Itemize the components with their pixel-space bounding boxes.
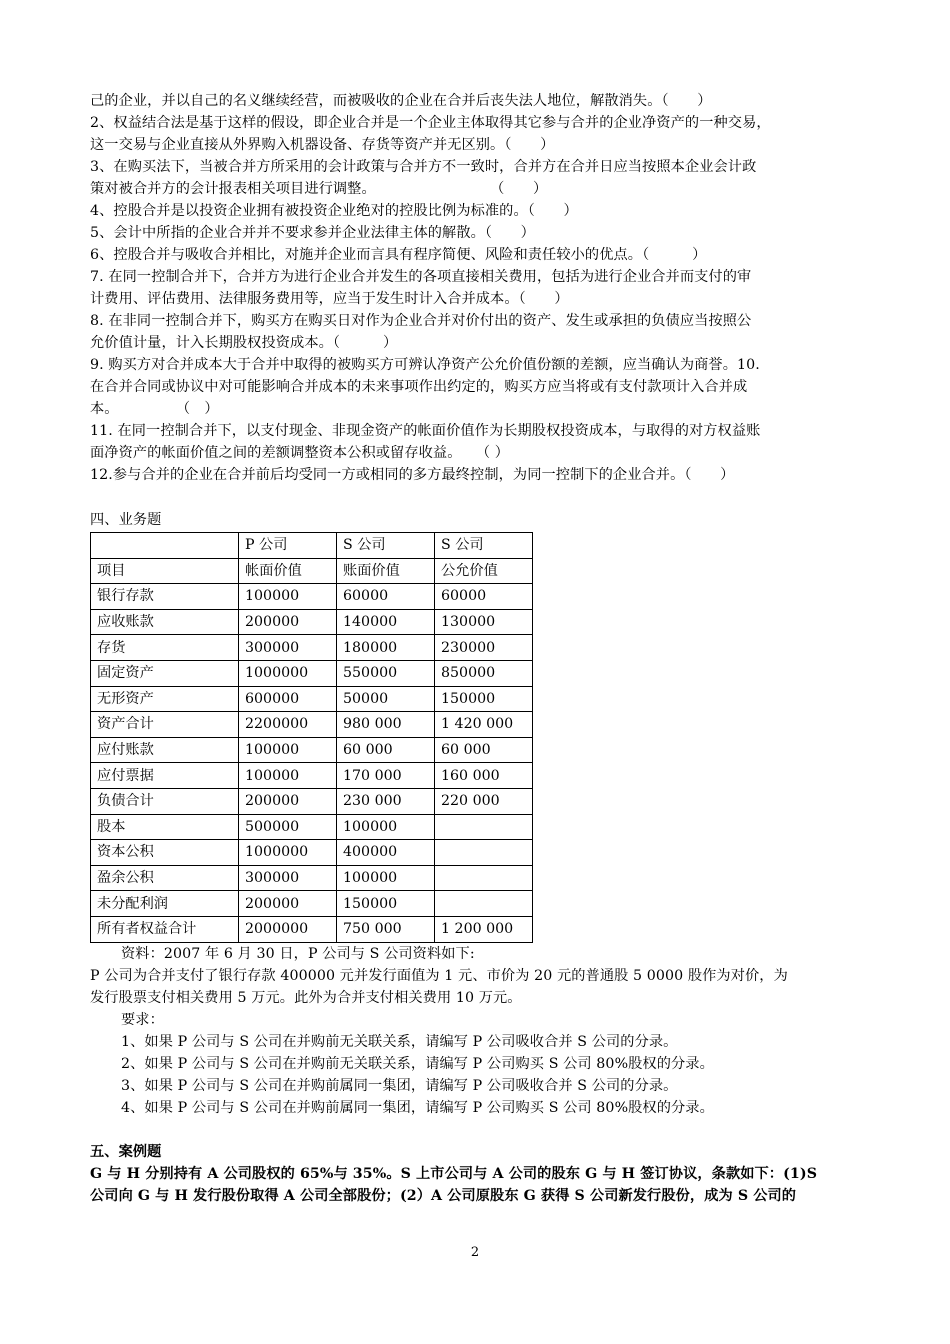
paragraph-line: 计费用、评估费用、法律服务费用等，应当于发生时计入合并成本。（ ）: [90, 291, 569, 307]
table-row: [91, 686, 533, 712]
table-cell: [435, 814, 533, 840]
materials-intro: 资料：2007 年 6 月 30 日，P 公司与 S 公司资料如下:: [121, 945, 475, 962]
table-cell: 1000000: [239, 660, 337, 686]
table-cell: 2000000: [239, 916, 337, 942]
table-cell: [435, 891, 533, 917]
table-row: [91, 891, 533, 917]
table-row: [91, 814, 533, 840]
table-cell: 银行存款: [91, 584, 239, 610]
paragraph-line: 允价值计量，计入长期股权投资成本。（ ）: [90, 335, 398, 351]
table-row: [91, 763, 533, 789]
table-row: [91, 865, 533, 891]
materials-line: P 公司为合并支付了银行存款 400000 元并发行面值为 1 元、市价为 20 元的普通股 5 0000 股作为对价，为: [90, 967, 788, 984]
table-header-cell: 项目: [91, 558, 239, 584]
requirements-title: 要求：: [121, 1011, 164, 1028]
table-cell: 130000: [435, 609, 533, 635]
table-cell: 应收账款: [91, 609, 239, 635]
table-cell: 应付票据: [91, 763, 239, 789]
table-row: [91, 609, 533, 635]
case-study-section: [90, 1141, 870, 1207]
table-cell: 应付账款: [91, 737, 239, 763]
paragraph-line: 8. 在非同一控制合并下，购买方在购买日对作为企业合并对价付出的资产、发生或承担的负债应当按照公: [90, 313, 752, 329]
table-cell: 60000: [337, 584, 435, 610]
paragraph-line: 面净资产的帐面价值之间的差额调整资本公积或留存收益。 （ ）: [90, 445, 510, 461]
table-cell: 60 000: [435, 737, 533, 763]
table-cell: 60000: [435, 584, 533, 610]
page-number: 2: [470, 1245, 480, 1260]
table-cell: 150000: [337, 891, 435, 917]
table-cell: 140000: [337, 609, 435, 635]
paragraph-line: 9. 购买方对合并成本大于合并中取得的被购买方可辨认净资产公允价值份额的差额，应当确认为商誉。10.: [90, 357, 760, 373]
table-cell: 股本: [91, 814, 239, 840]
table-header-row: [91, 558, 533, 584]
requirement-item: 2、如果 P 公司与 S 公司在并购前无关联关系，请编写 P 公司购买 S 公司 80%股权的分录。: [121, 1055, 714, 1072]
table-cell: 资产合计: [91, 712, 239, 738]
case-line: G 与 H 分别持有 A 公司股权的 65%与 35%。S 上市公司与 A 公司的股东 G 与 H 签订协议，条款如下：(1)S: [90, 1165, 818, 1182]
table-cell: 230 000: [337, 788, 435, 814]
requirement-item: 4、如果 P 公司与 S 公司在并购前属同一集团，请编写 P 公司购买 S 公司 80%股权的分录。: [121, 1099, 714, 1116]
section-5-title: 五、案例题: [90, 1143, 162, 1160]
table-cell: 850000: [435, 660, 533, 686]
table-cell: 100000: [337, 865, 435, 891]
table-cell: [435, 865, 533, 891]
table-row: [91, 712, 533, 738]
table-cell: 100000: [239, 584, 337, 610]
table-cell: 所有者权益合计: [91, 916, 239, 942]
table-header-cell: 帐面价值: [239, 558, 337, 584]
table-cell: 200000: [239, 891, 337, 917]
table-row: [91, 840, 533, 866]
paragraph-line: 这一交易与企业直接从外界购入机器设备、存货等资产并无区别。（ ）: [90, 137, 555, 153]
document-body: [90, 90, 870, 1207]
table-row: [91, 788, 533, 814]
table-row: [91, 916, 533, 942]
table-header-cell: P 公司: [239, 533, 337, 559]
table-cell: 固定资产: [91, 660, 239, 686]
table-cell: [435, 840, 533, 866]
true-false-questions: [90, 90, 870, 486]
paragraph-line: 6、控股合并与吸收合并相比，对施并企业而言具有程序简便、风险和责任较小的优点。（ ）: [90, 247, 707, 263]
table-header-cell: 账面价值: [337, 558, 435, 584]
paragraph-line: 3、在购买法下，当被合并方所采用的会计政策与合并方不一致时，合并方在合并日应当按照本企业会计政: [90, 159, 757, 175]
table-cell: 300000: [239, 635, 337, 661]
requirement-item: 3、如果 P 公司与 S 公司在并购前属同一集团，请编写 P 公司吸收合并 S 公司的分录。: [121, 1077, 678, 1094]
materials: [90, 943, 870, 1119]
table-cell: 100000: [337, 814, 435, 840]
case-line: 公司向 G 与 H 发行股份取得 A 公司全部股份；(2）A 公司原股东 G 获得 S 公司新发行股份，成为 S 公司的: [90, 1187, 797, 1204]
table-header-cell: S 公司: [337, 533, 435, 559]
table-cell: 50000: [337, 686, 435, 712]
table-cell: 1 200 000: [435, 916, 533, 942]
paragraph-line: 7. 在同一控制合并下，合并方为进行企业合并发生的各项直接相关费用，包括为进行企业合并而支付的审: [90, 269, 752, 285]
table-row: [91, 660, 533, 686]
table-cell: 1000000: [239, 840, 337, 866]
requirement-item: 1、如果 P 公司与 S 公司在并购前无关联关系，请编写 P 公司吸收合并 S 公司的分录。: [121, 1033, 678, 1050]
table-cell: 300000: [239, 865, 337, 891]
financial-table: [90, 532, 533, 943]
table-cell: 230000: [435, 635, 533, 661]
paragraph-line: 5、会计中所指的企业合并并不要求参并企业法律主体的解散。（ ）: [90, 225, 535, 241]
table-cell: 200000: [239, 788, 337, 814]
table-cell: 未分配利润: [91, 891, 239, 917]
paragraph-line: 2、权益结合法是基于这样的假设，即企业合并是一个企业主体取得其它参与合并的企业净资产的一种交易，: [90, 115, 771, 131]
table-header-cell: S 公司: [435, 533, 533, 559]
table-row: [91, 584, 533, 610]
table-header-row: [91, 533, 533, 559]
paragraph-line: 4、控股合并是以投资企业拥有被投资企业绝对的控股比例为标准的。（ ）: [90, 203, 578, 219]
materials-line: 发行股票支付相关费用 5 万元。此外为合并支付相关费用 10 万元。: [90, 989, 522, 1006]
table-cell: 100000: [239, 763, 337, 789]
table-cell: 资本公积: [91, 840, 239, 866]
table-cell: 150000: [435, 686, 533, 712]
table-cell: 980 000: [337, 712, 435, 738]
table-cell: 750 000: [337, 916, 435, 942]
paragraph-line: 11. 在同一控制合并下，以支付现金、非现金资产的帐面价值作为长期股权投资成本，与取得的对方权益账: [90, 423, 761, 439]
table-cell: 180000: [337, 635, 435, 661]
paragraph-line: 己的企业，并以自己的名义继续经营，而被吸收的企业在合并后丧失法人地位，解散消失。（ ）: [90, 93, 712, 109]
table-cell: 无形资产: [91, 686, 239, 712]
table-body: [91, 584, 533, 942]
table-cell: 1 420 000: [435, 712, 533, 738]
table-cell: 100000: [239, 737, 337, 763]
table-header-cell: [91, 533, 239, 559]
table-cell: 220 000: [435, 788, 533, 814]
section-4-title: 四、业务题: [90, 512, 162, 528]
table-cell: 60 000: [337, 737, 435, 763]
paragraph-line: 12.参与合并的企业在合并前后均受同一方或相同的多方最终控制，为同一控制下的企业合并。（ ）: [90, 467, 735, 483]
table-cell: 600000: [239, 686, 337, 712]
paragraph-line: 策对被合并方的会计报表相关项目进行调整。 （ ）: [90, 181, 548, 197]
table-cell: 存货: [91, 635, 239, 661]
table-header-cell: 公允价值: [435, 558, 533, 584]
table-cell: 2200000: [239, 712, 337, 738]
table-cell: 负债合计: [91, 788, 239, 814]
table-row: [91, 737, 533, 763]
table-cell: 200000: [239, 609, 337, 635]
table-cell: 160 000: [435, 763, 533, 789]
table-cell: 盈余公积: [91, 865, 239, 891]
paragraph-line: 在合并合同或协议中对可能影响合并成本的未来事项作出约定的，购买方应当将或有支付款项计入合并成: [90, 379, 748, 395]
table-cell: 400000: [337, 840, 435, 866]
table-row: [91, 635, 533, 661]
table-cell: 550000: [337, 660, 435, 686]
table-cell: 500000: [239, 814, 337, 840]
paragraph-line: 本。 （ ）: [90, 401, 219, 417]
table-cell: 170 000: [337, 763, 435, 789]
